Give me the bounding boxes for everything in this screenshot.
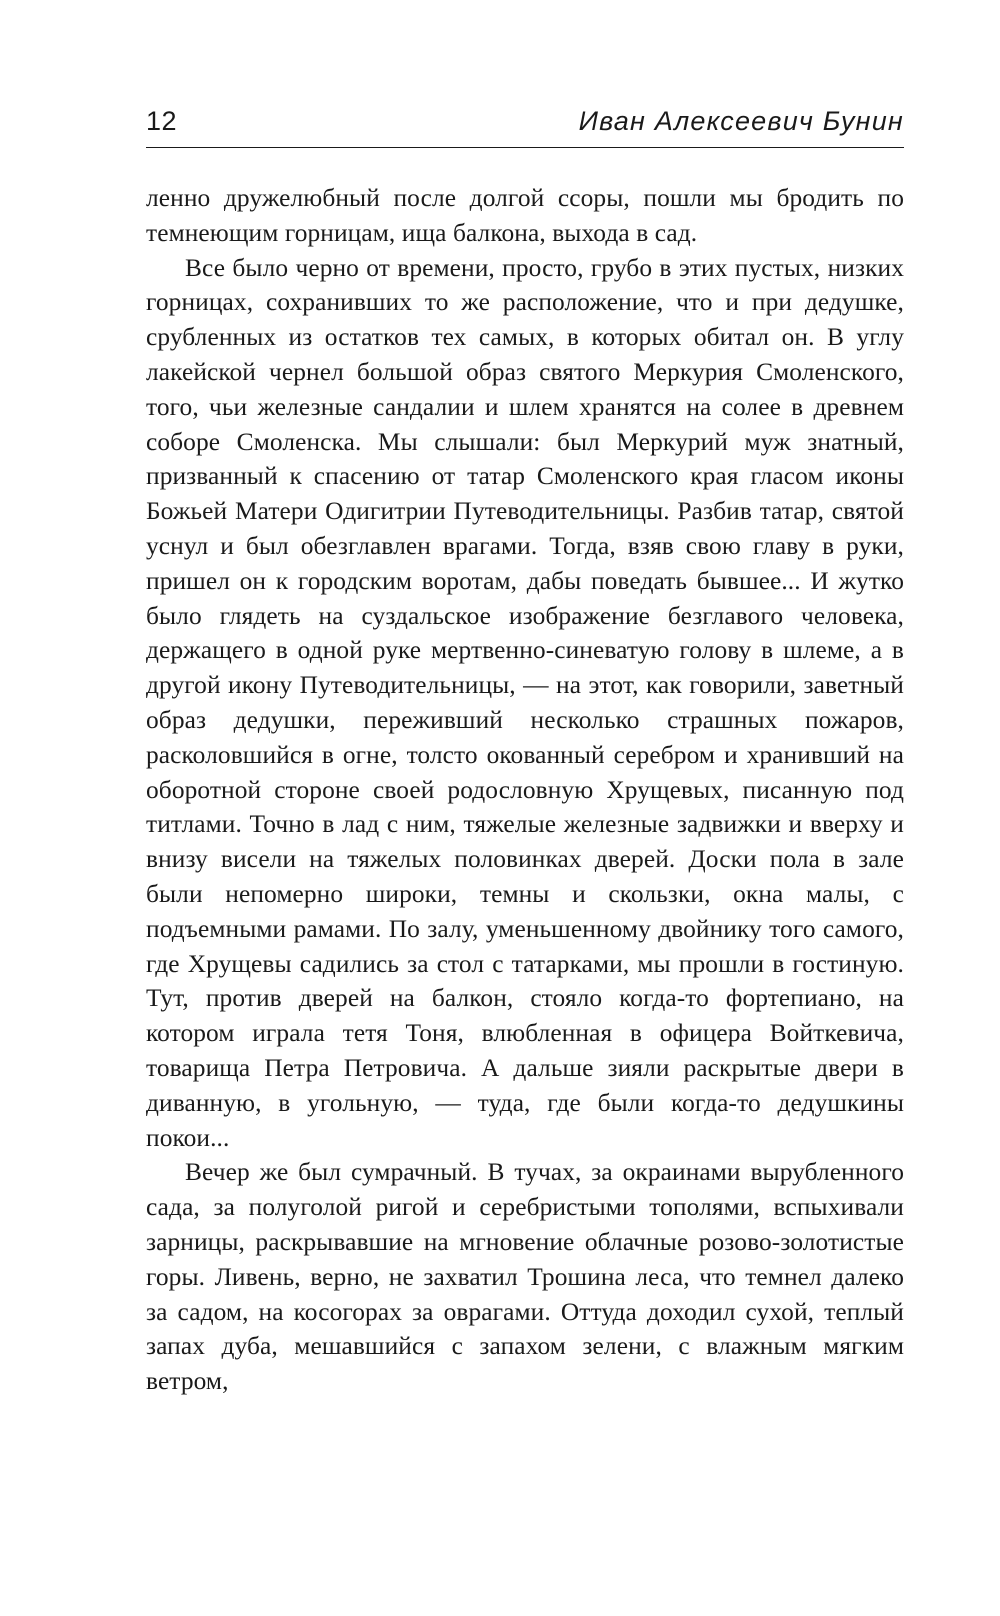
body-text	[146, 181, 904, 1399]
running-title: Иван Алексеевич Бунин	[578, 106, 904, 136]
running-head	[146, 100, 904, 148]
paragraph-3: Вечер же был сумрачный. В тучах, за окраинами вырубленного сада, за полуголой ригой и серебристыми тополями, вспыхивали зарницы, раскрывавшие на мгновение облачные розово-золотистые горы. Ливень, верно, не захватил Трошина леса, что темнел далеко за садом, на косогорах за оврагами. Оттуда доходил сухой, теплый запах дуба, мешавшийся с запахом зелени, с влажным мягким ветром,	[146, 1158, 904, 1396]
book-page	[146, 100, 904, 1399]
paragraph-2: Все было черно от времени, просто, грубо в этих пустых, низких горницах, сохранивших то же расположение, что и при дедушке, срубленных из остатков тех самых, в которых обитал он. В углу лакейской чернел большой образ святого Меркурия Смоленского, того, чьи железные сандалии и шлем хранятся на солее в древнем соборе Смоленска. Мы слышали: был Меркурий муж знатный, призванный к спасению от татар Смоленского края гласом иконы Божьей Матери Одигитрии Путеводительницы. Разбив татар, святой уснул и был обезглавлен врагами. Тогда, взяв свою главу в руки, пришел он к городским воротам, дабы поведать бывшее... И жутко было глядеть на суздальское изображение безглавого человека, держащего в одной руке мертвенно-синеватую голову в шлеме, а в другой икону Путеводительницы, — на этот, как говорили, заветный образ дедушки, переживший несколько страшных пожаров, расколовшийся в огне, толсто окованный серебром и хранивший на оборотной стороне своей родословную Хрущевых, писанную под титлами. Точно в лад с ним, тяжелые железные задвижки и вверху и внизу висели на тяжелых половинках дверей. Доски пола в зале были непомерно широки, темны и скользки, окна малы, с подъемными рамами. По залу, уменьшенному двойнику того самого, где Хрущевы садились за стол с татарками, мы прошли в гостиную. Тут, против дверей на балкон, стояло когда-то фортепиано, на котором играла тетя Тоня, влюбленная в офицера Войткевича, товарища Петра Петровича. А дальше зияли раскрытые двери в диванную, в угольную, — туда, где были когда-то дедушкины покои...	[146, 253, 904, 1152]
page-number: 12	[146, 106, 178, 136]
paragraph-1: ленно дружелюбный после долгой ссоры, пошли мы бродить по темнеющим горницам, ища балкона, выхода в сад.	[146, 184, 904, 247]
